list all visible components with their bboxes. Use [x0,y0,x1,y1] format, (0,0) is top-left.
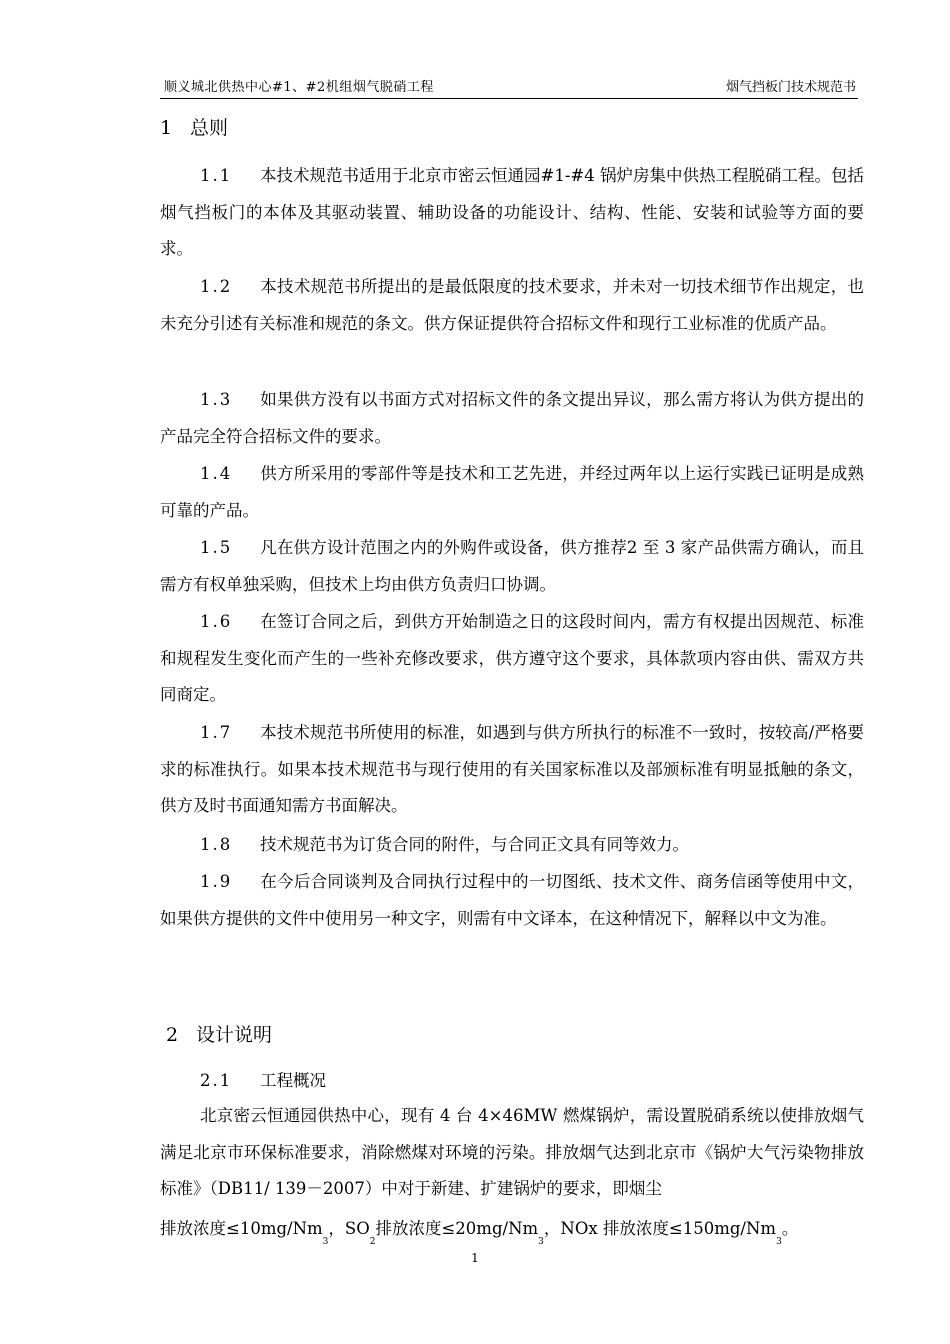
clause-1-6 [160,604,864,714]
clause-text: 凡在供方设计范围之内的外购件或设备，供方推荐2 至 3 家产品供需方确认，而且需方有权单独采购，但技术上均由供方负责归口协调。 [160,538,864,594]
header-document-title: 烟气挡板门技术规范书 [725,80,856,95]
nox-limit-text: ，NOx 排放浓度≤150mg/Nm [543,1219,777,1238]
clause-1-1 [160,158,864,268]
clause-number: 1.3 [200,390,233,409]
clause-text: 本技术规范书适用于北京市密云恒通园#1-#4 锅炉房集中供热工程脱硝工程。包括烟气挡板门的本体及其驱动装置、辅助设备的功能设计、结构、性能、安装和试验等方面的要求。 [160,166,864,258]
clause-1-3 [160,382,864,455]
clause-number: 1.6 [200,612,233,631]
clause-1-2 [160,269,864,342]
clause-number: 1.7 [200,723,233,742]
clause-text: 本技术规范书所提出的是最低限度的技术要求，并未对一切技术细节作出规定，也未充分引述有关标准和规范的条文。供方保证提供符合招标文件和现行工业标准的优质产品。 [160,277,864,333]
clause-number: 1.4 [200,464,233,483]
dust-limit-text: 排放浓度≤10mg/Nm [160,1219,323,1238]
clause-text: 技术规范书为订货合同的附件，与合同正文具有同等效力。 [260,835,689,854]
unit-exponent: 3 [322,1237,329,1247]
clause-text: 在签订合同之后，到供方开始制造之日的这段时间内，需方有权提出因规范、标准和规程发生变化而产生的一些补充修改要求，供方遵守这个要求，具体款项内容由供、需双方共同商定。 [160,612,864,704]
emission-limits-line [160,1214,864,1247]
section-1-number: 1 [160,117,173,139]
clause-text: 供方所采用的零部件等是技术和工艺先进，并经过两年以上运行实践已证明是成熟可靠的产品。 [160,464,864,520]
clause-1-7 [160,715,864,825]
clause-number: 1.5 [200,538,233,557]
so2-label: ，SO [328,1219,370,1238]
clause-1-4 [160,456,864,529]
subsection-2-1-heading [200,1067,326,1091]
clause-1-8 [160,827,864,864]
clause-text: 在今后合同谈判及合同执行过程中的一切图纸、技术文件、商务信函等使用中文，如果供方提供的文件中使用另一种文字，则需有中文译本，在这种情况下，解释以中文为准。 [160,872,864,928]
page-number: 1 [471,1251,479,1265]
page-header [160,76,858,99]
section-2-title: 设计说明 [196,1024,273,1046]
subsection-number: 2.1 [200,1071,233,1090]
so2-subscript: 2 [369,1237,376,1247]
line-end-punctuation: 。 [781,1219,799,1238]
unit-exponent: 3 [538,1237,544,1247]
so2-limit-text: 排放浓度≤20mg/Nm [375,1219,539,1238]
clause-1-9 [160,864,864,937]
section-2-number: 2 [166,1024,179,1046]
clause-number: 1.9 [200,872,233,891]
clause-number: 1.1 [200,166,233,185]
section-2-heading [166,1020,272,1047]
subsection-title: 工程概况 [260,1071,326,1090]
clause-number: 1.2 [200,277,233,296]
overview-text: 北京密云恒通园供热中心，现有 4 台 4×46MW 燃煤锅炉，需设置脱硝系统以使排放烟气满足北京市环保标准要求，消除燃煤对环境的污染。排放烟气达到北京市《锅炉大气污染物排放标准》（DB11/ 139－2007）中对于新建、扩建锅炉的要求，即烟尘 [160,1106,864,1198]
section-1-title: 总则 [190,117,229,139]
clause-number: 1.8 [200,835,233,854]
clause-text: 如果供方没有以书面方式对招标文件的条文提出异议，那么需方将认为供方提出的产品完全符合招标文件的要求。 [160,390,864,446]
clause-text: 本技术规范书所使用的标准，如遇到与供方所执行的标准不一致时，按较高/严格要求的标准执行。如果本技术规范书与现行使用的有关国家标准以及部颁标准有明显抵触的条文，供方及时书面通知需方书面解决。 [160,723,864,815]
project-overview-paragraph [160,1098,864,1208]
section-1-heading [160,113,228,140]
unit-exponent: 3 [776,1237,782,1247]
header-project-title: 顺义城北供热中心#1、#2机组烟气脱硝工程 [164,80,434,95]
clause-1-5 [160,530,864,603]
